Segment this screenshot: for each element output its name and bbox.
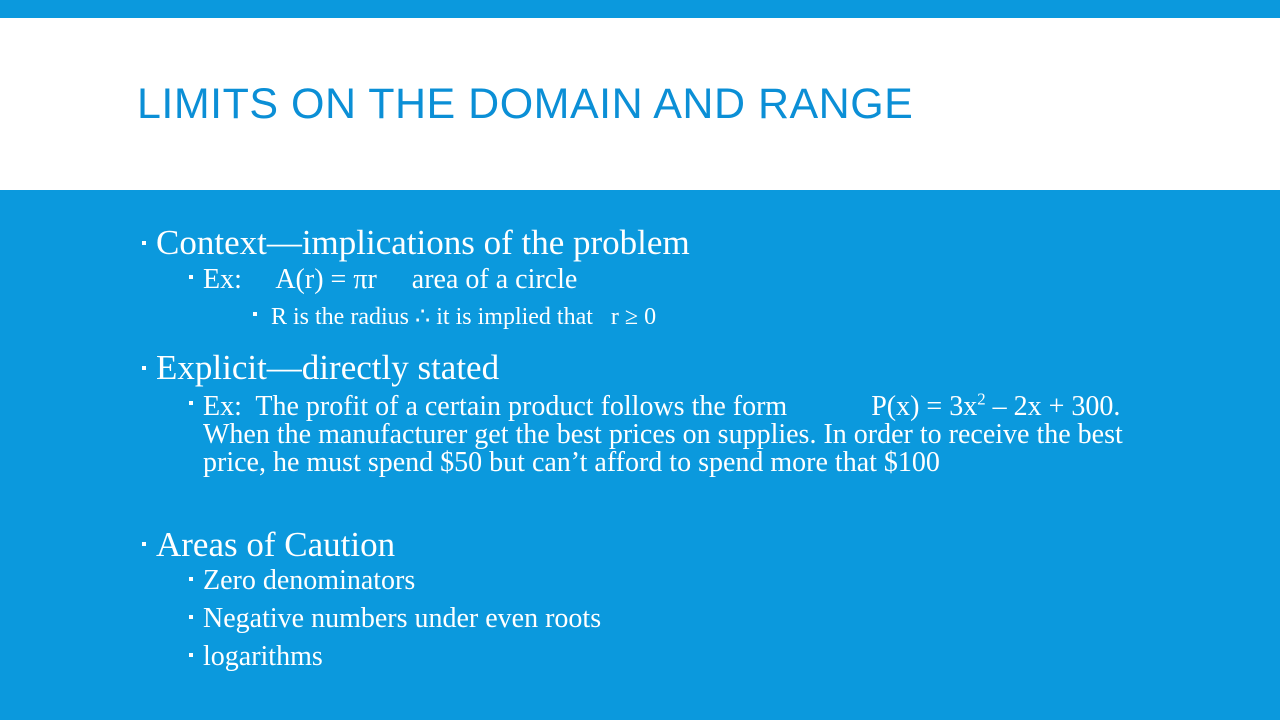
- caution-item: Zero denominators: [203, 565, 416, 596]
- bullet-icon: [189, 275, 193, 279]
- exponent: 2: [977, 389, 986, 409]
- slide-title: LIMITS ON THE DOMAIN AND RANGE: [137, 80, 914, 128]
- bullet-icon: [142, 366, 146, 370]
- bullet-icon: [142, 241, 146, 245]
- explicit-example-suffix: – 2x + 300. When the manufacturer get the best prices on supplies. In order to receive the best price, he must spend $50 but can’t afford to spend more that $100: [203, 391, 1123, 478]
- explicit-example: [203, 389, 1133, 478]
- bullet-icon: [189, 615, 193, 619]
- bullet-icon: [142, 542, 146, 546]
- caution-item: Negative numbers under even roots: [203, 603, 602, 634]
- top-accent-band: [0, 0, 1280, 18]
- bullet-icon: [253, 312, 257, 316]
- bullet-icon: [189, 653, 193, 657]
- context-example: Ex: A(r) = πr area of a circle: [203, 264, 578, 295]
- bullet-icon: [189, 577, 193, 581]
- caution-heading: Areas of Caution: [156, 525, 396, 564]
- caution-item: logarithms: [203, 641, 323, 672]
- context-heading: Context—implications of the problem: [156, 223, 690, 262]
- context-note: R is the radius ∴ it is implied that r ≥ 0: [271, 304, 657, 330]
- explicit-heading: Explicit—directly stated: [156, 348, 500, 387]
- explicit-example-prefix: Ex: The profit of a certain product follows the form P(x) = 3x: [203, 391, 978, 422]
- bullet-icon: [189, 401, 193, 405]
